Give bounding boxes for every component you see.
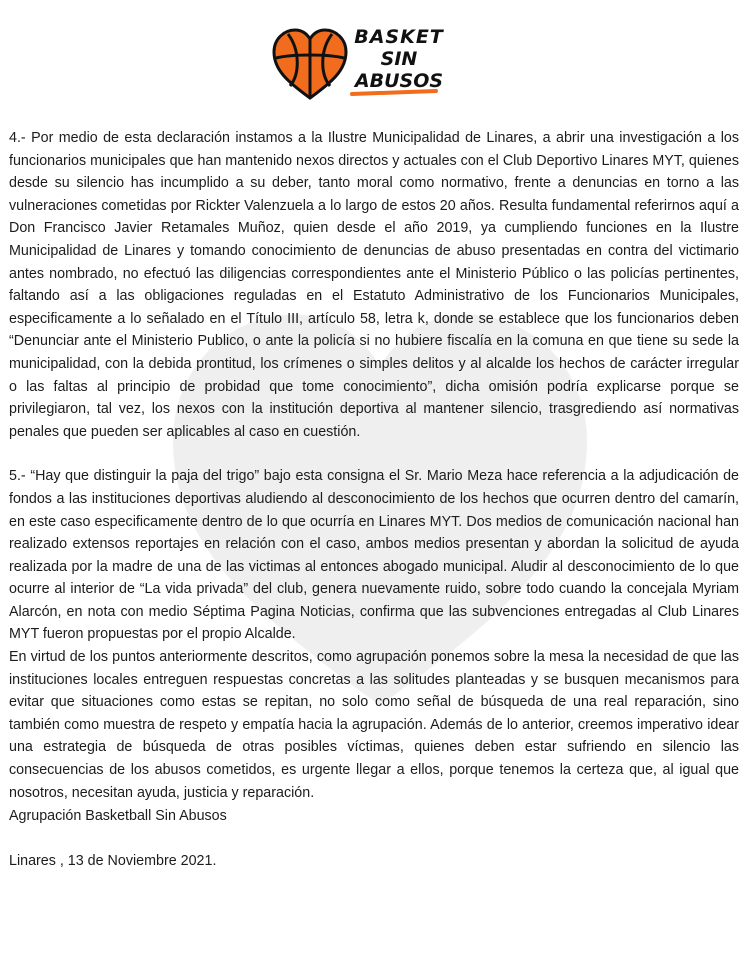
logo-word-basket: BASKET (354, 26, 444, 48)
signature-org: Agrupación Basketball Sin Abusos (9, 808, 227, 824)
logo-wordmark (344, 28, 454, 91)
paragraph-5: 5.- “Hay que distinguir la paja del trigo” bajo esta consigna el Sr. Mario Meza hace referencia a la adjudicación de fondos a las instituciones deportivas aludiendo al desconocimiento de los hechos que ocurren dentro del camarín, en este caso especificamente dentro de lo que ocurría en Linares MYT. Dos medios de comunicación nacional han realizado extensos reportajes en relación con el caso, ambos medios presentan y abordan la solicitud de ayuda realizada por la madre de una de las victimas al entonces abogado municipal. Aludir al desconocimiento de lo que ocurre al interior de “La vida privada” del club, genera nuevamente ruido, sobre todo cuando la concejala Myriam Alarcón, en nota con medio Séptima Pagina Noticias, confirma que las subvenciones entregadas al Club Linares MYT fueron propuestas por el propio Alcalde. (9, 468, 739, 643)
logo-word-abusos: ABUSOS (354, 70, 444, 92)
paragraph-6: En virtud de los puntos anteriormente descritos, como agrupación ponemos sobre la mesa la necesidad de que las instituciones locales entreguen respuestas concretas a las solitudes planteadas y se busquen mecanismos para evitar que situaciones como estas se repitan, no solo como señal de búsqueda de una real reparación, sino también como muestra de respeto y empatía hacia la agrupación. Además de lo anterior, creemos imperativo idear una estrategia de búsqueda de otras posibles víctimas, quienes deben estar sufriendo en silencio las consecuencias de los abusos cometidos, es urgente llegar a ellos, porque tenemos la certeza que, al igual que nosotros, necesitan ayuda, justicia y reparación. (9, 649, 739, 801)
heart-basketball-icon (270, 24, 350, 104)
paragraph-4: 4.- Por medio de esta declaración instamos a la Ilustre Municipalidad de Linares, a abrir una investigación a los funcionarios municipales que han mantenido nexos directos y actuales con el Club Deportivo Linares MYT, quienes desde su silencio has incumplido a su deber, tanto moral como normativo, frente a denuncias en torno a las vulneraciones cometidas por Rickter Valenzuela a lo largo de estos 20 años. Resulta fundamental referirnos aquí a Don Francisco Javier Retamales Muñoz, quien desde el año 2019, ya cumpliendo funciones en la Ilustre Municipalidad de Linares y tomando conocimiento de denuncias de abuso presentadas en contra del victimario antes nombrado, no efectuó las diligencias correspondientes ante el Ministerio Público o las policías pertinentes, faltando así a las obligaciones reguladas en el Estatuto Administrativo de los Funcionarios Municipales, especificamente a lo señalado en el Título III, artículo 58, letra k, donde se establece que los funcionarios deben “Denunciar ante el Ministerio Publico, o ante la policía si no hubiere fiscalía en la comuna en que tiene su sede la municipalidad, con la debida prontitud, los crímenes o simples delitos y al alcalde los hechos de carácter irregular o las faltas al principio de probidad que tome conocimiento”, dicha omisión podría explicarse porque se privilegiaron, tal vez, los nexos con la institución deportiva al mantener silencio, trasgrediendo así normativas penales que pueden ser aplicables al caso en cuestión. (9, 130, 739, 440)
header (0, 0, 750, 110)
signature-place-date: Linares , 13 de Noviembre 2021. (9, 853, 217, 869)
logo-underline-stroke (350, 89, 438, 96)
letter-body (9, 127, 739, 804)
logo-word-sin: SIN (380, 48, 418, 70)
basket-sin-abusos-logo (270, 24, 450, 104)
